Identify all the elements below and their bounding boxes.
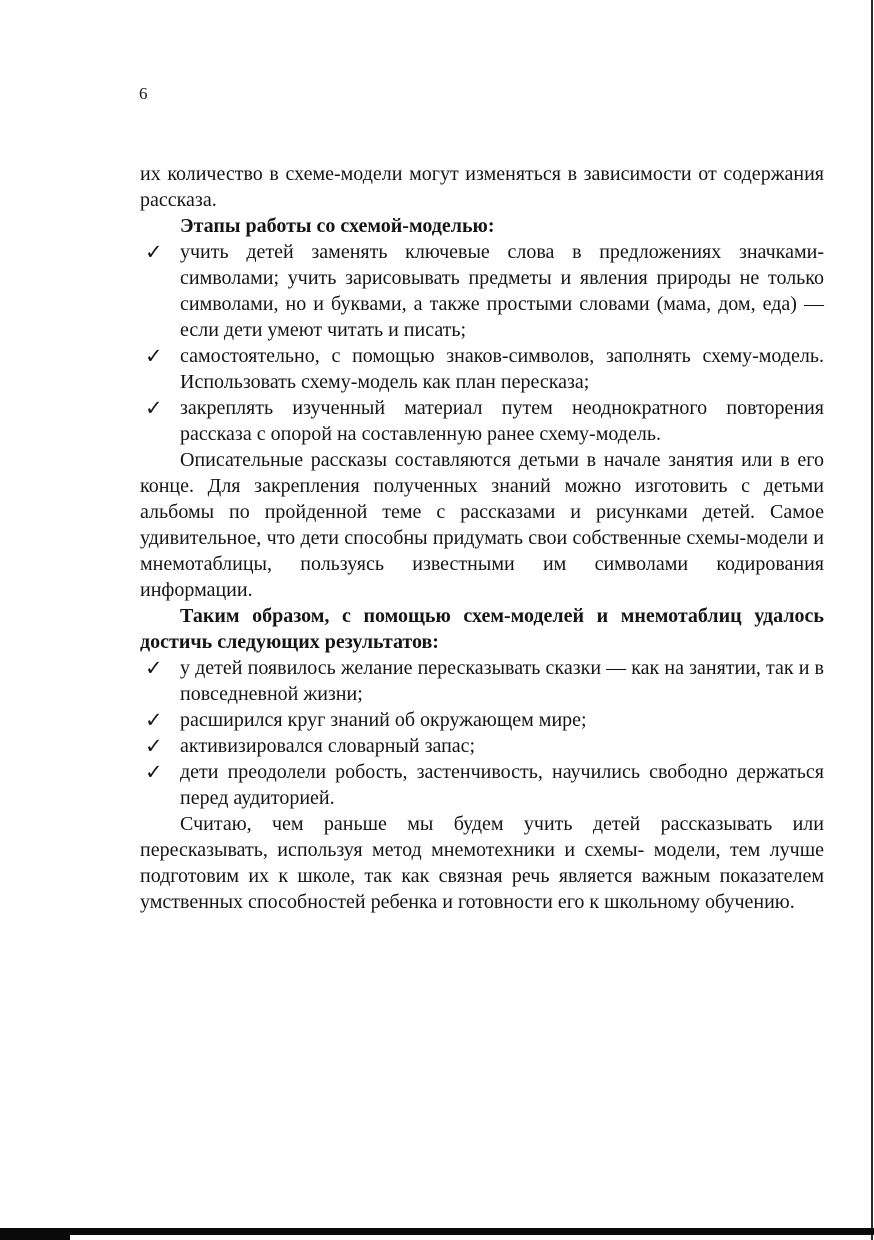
list-item-text: самостоятельно, с помощью знаков-символов, заполнять схему-модель. Использовать схему-модель как план пересказа; (180, 345, 824, 393)
list-item-text: активизировался словарный запас; (180, 735, 476, 757)
text-block (140, 161, 824, 915)
stages-list (140, 239, 824, 447)
list-item-text: расширился круг знаний об окружающем мире; (180, 709, 587, 731)
check-icon: ✓ (145, 708, 163, 732)
scan-artifact-bottom-edge (0, 1228, 874, 1235)
heading-stages: Этапы работы со схемой-моделью: (180, 215, 495, 237)
list-item (140, 343, 824, 395)
list-item (140, 707, 824, 733)
list-item-text: закреплять изученный материал путем неоднократного повторения рассказа с опорой на составленную ранее схему-модель. (180, 397, 824, 445)
check-icon: ✓ (145, 656, 163, 680)
list-item (140, 759, 824, 811)
list-item (140, 733, 824, 759)
check-icon: ✓ (145, 734, 163, 758)
check-icon: ✓ (145, 396, 163, 420)
list-item-text: у детей появилось желание пересказывать сказки — как на занятии, так и в повседневной жизни; (180, 657, 824, 705)
paragraph-descriptive: Описательные рассказы составляются детьми в начале занятия или в его конце. Для закрепления полученных знаний можно изготовить с детьми альбомы по пройденной теме с рассказами и рисунками детей. Самое удивительное, что дети способны придумать свои собственные схемы-модели и мнемотаблицы, пользуясь известными им символами кодирования информации. (140, 449, 824, 601)
page-number: 6 (139, 84, 148, 103)
list-item (140, 395, 824, 447)
list-item (140, 655, 824, 707)
paragraph-intro: их количество в схеме-модели могут изменяться в зависимости от содержания рассказа. (140, 163, 824, 211)
list-item (140, 239, 824, 343)
list-item-text: учить детей заменять ключевые слова в предложениях значками-символами; учить зарисовывать предметы и явления природы не только символами, но и буквами, а также простыми словами (мама, дом, еда) — если дети умеют читать и писать; (180, 241, 824, 341)
heading-results: Таким образом, с помощью схем-моделей и мнемотаблиц удалось достичь следующих результатов: (140, 605, 824, 653)
check-icon: ✓ (145, 344, 163, 368)
check-icon: ✓ (145, 760, 163, 784)
list-item-text: дети преодолели робость, застенчивость, научились свободно держаться перед аудиторией. (180, 761, 824, 809)
scan-artifact-bottom-corner (0, 1234, 70, 1240)
check-icon: ✓ (145, 240, 163, 264)
results-list (140, 655, 824, 811)
scan-artifact-right-edge (871, 0, 873, 1240)
paragraph-final: Считаю, чем раньше мы будем учить детей рассказывать или пересказывать, используя метод мнемотехники и схемы- модели, тем лучше подготовим их к школе, так как связная речь является важным показателем умственных способностей ребенка и готовности его к школьному обучению. (140, 813, 824, 913)
